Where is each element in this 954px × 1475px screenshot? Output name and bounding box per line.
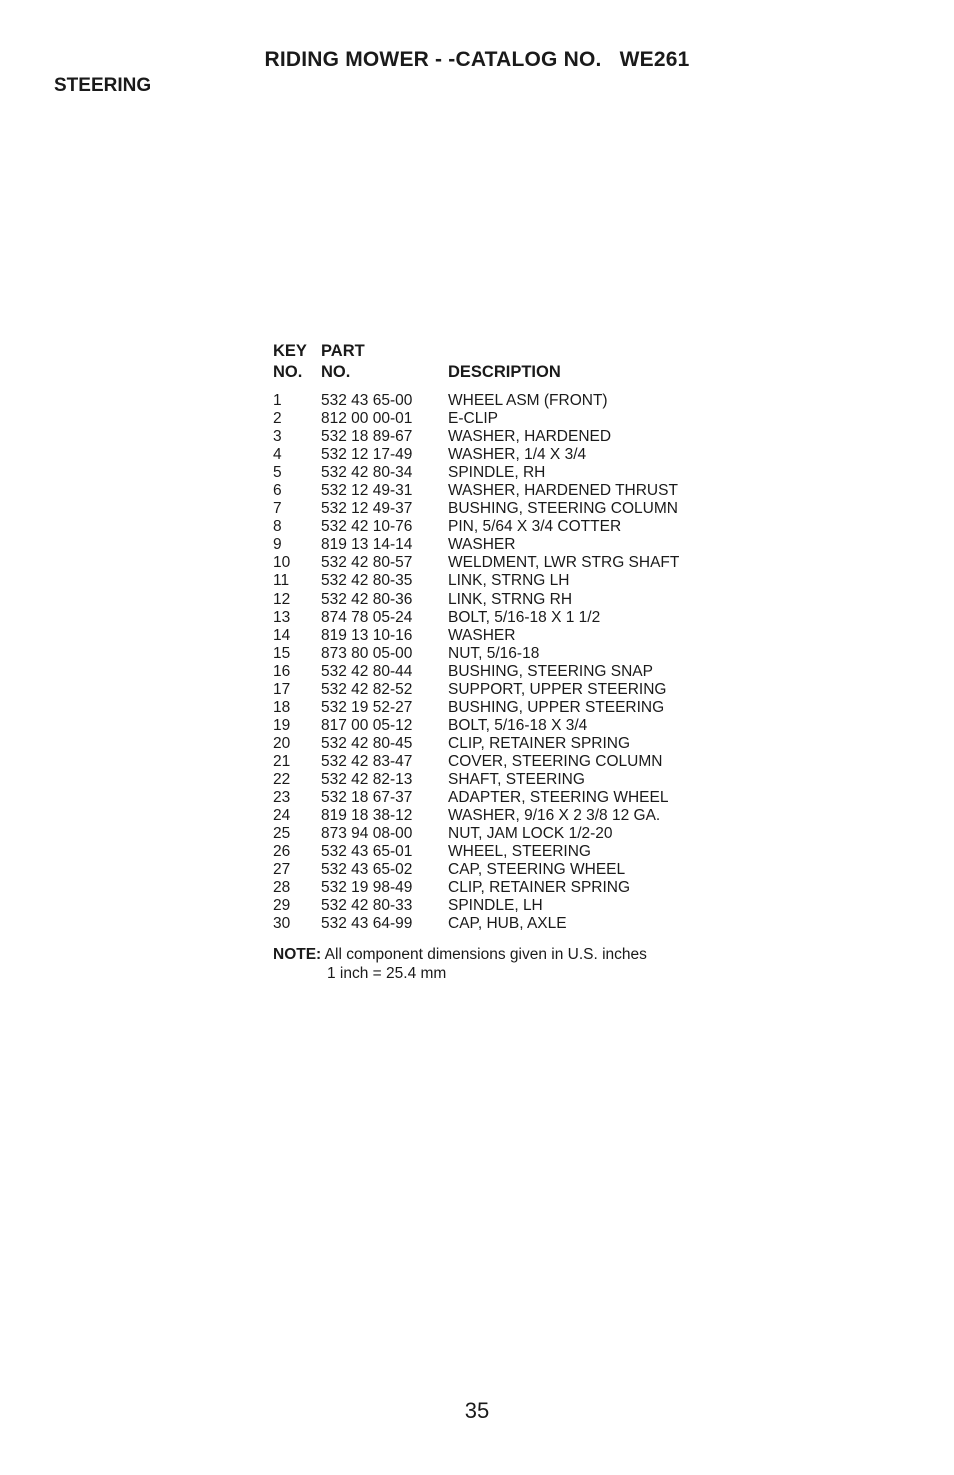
key-no-cell: 20 [273, 734, 291, 752]
key-no-cell: 1 [273, 392, 282, 409]
part-header-line1: PART [321, 342, 365, 360]
description-cell: WHEEL, STEERING [448, 843, 591, 861]
part-no-cell: 532 42 80-35 [321, 572, 413, 590]
part-no-cell: 819 18 38-12 [321, 807, 413, 825]
key-no-cell: 21 [273, 752, 291, 770]
table-row [273, 392, 743, 410]
table-row [273, 699, 743, 717]
part-no-cell: 532 18 67-37 [321, 789, 413, 807]
key-header-line1: KEY [273, 342, 307, 360]
key-no-cell: 13 [273, 608, 291, 626]
description-cell: WASHER, 9/16 X 2 3/8 12 GA. [448, 807, 661, 825]
key-no-cell: 14 [273, 626, 291, 644]
section-heading: STEERING [54, 75, 152, 96]
part-no-cell: 532 43 64-99 [321, 915, 413, 933]
table-row [273, 572, 743, 590]
description-header: DESCRIPTION [448, 363, 561, 381]
table-row [273, 663, 743, 681]
part-no-cell: 873 80 05-00 [321, 644, 413, 662]
part-header-line2: NO. [321, 363, 351, 381]
description-cell: NUT, 5/16-18 [448, 644, 540, 662]
part-no-cell: 532 43 65-02 [321, 861, 413, 879]
key-no-cell: 25 [273, 825, 291, 843]
parts-list-rows [273, 392, 743, 933]
key-no-cell: 22 [273, 770, 291, 788]
description-cell: CAP, HUB, AXLE [448, 915, 567, 933]
table-row [273, 897, 743, 915]
table-row [273, 410, 743, 428]
part-no-cell: 532 42 80-57 [321, 554, 413, 572]
table-row [273, 627, 743, 645]
table-row [273, 681, 743, 699]
description-cell: WASHER, 1/4 X 3/4 [448, 446, 587, 464]
note-text: All component dimensions given in U.S. inches [321, 946, 647, 963]
table-row [273, 464, 743, 482]
table-row [273, 861, 743, 879]
key-no-cell: 26 [273, 843, 291, 861]
key-no-cell: 7 [273, 500, 282, 518]
part-no-cell: 532 18 89-67 [321, 428, 413, 446]
description-cell: SUPPORT, UPPER STEERING [448, 680, 667, 698]
page-number: 35 [464, 1398, 490, 1423]
description-cell: LINK, STRNG LH [448, 572, 570, 590]
key-no-cell: 28 [273, 879, 291, 897]
part-no-cell: 532 42 80-34 [321, 464, 413, 482]
description-cell: NUT, JAM LOCK 1/2-20 [448, 825, 613, 843]
key-no-cell: 11 [273, 572, 290, 590]
key-no-cell: 8 [273, 518, 282, 536]
table-row [273, 825, 743, 843]
description-cell: LINK, STRNG RH [448, 590, 573, 608]
table-row [273, 536, 743, 554]
part-no-cell: 812 00 00-01 [321, 410, 413, 428]
table-row [273, 753, 743, 771]
key-no-cell: 19 [273, 716, 291, 734]
description-cell: SPINDLE, RH [448, 464, 546, 482]
part-no-cell: 819 13 14-14 [321, 536, 413, 554]
description-cell: BOLT, 5/16-18 X 1 1/2 [448, 608, 601, 626]
table-row [273, 789, 743, 807]
table-row [273, 428, 743, 446]
part-no-cell: 532 42 80-45 [321, 734, 413, 752]
part-no-cell: 532 12 17-49 [321, 446, 413, 464]
key-no-cell: 4 [273, 446, 282, 464]
table-row [273, 609, 743, 627]
note-conversion: 1 inch = 25.4 mm [327, 964, 447, 982]
key-no-cell: 30 [273, 915, 291, 933]
table-row [273, 554, 743, 572]
part-no-cell: 532 42 80-44 [321, 662, 413, 680]
description-cell: PIN, 5/64 X 3/4 COTTER [448, 518, 622, 536]
table-row [273, 482, 743, 500]
table-row [273, 500, 743, 518]
key-no-cell: 17 [273, 680, 291, 698]
part-no-cell: 873 94 08-00 [321, 825, 413, 843]
part-no-cell: 532 12 49-37 [321, 500, 413, 518]
description-cell: WASHER, HARDENED THRUST [448, 482, 678, 500]
key-no-cell: 15 [273, 644, 291, 662]
description-cell: ADAPTER, STEERING WHEEL [448, 789, 669, 807]
key-no-cell: 23 [273, 789, 291, 807]
table-row [273, 771, 743, 789]
key-no-cell: 10 [273, 554, 291, 572]
description-cell: CLIP, RETAINER SPRING [448, 879, 631, 897]
part-no-cell: 532 42 83-47 [321, 752, 413, 770]
part-no-cell: 817 00 05-12 [321, 716, 413, 734]
table-row [273, 915, 743, 933]
table-row [273, 735, 743, 753]
key-no-cell: 27 [273, 861, 291, 879]
note-label: NOTE: [273, 946, 322, 963]
table-row [273, 717, 743, 735]
key-no-cell: 3 [273, 428, 282, 446]
part-no-cell: 532 19 52-27 [321, 698, 413, 716]
description-cell: BUSHING, STEERING COLUMN [448, 500, 678, 518]
key-no-cell: 16 [273, 662, 291, 680]
description-cell: BUSHING, STEERING SNAP [448, 662, 653, 680]
key-no-cell: 9 [273, 536, 282, 554]
description-cell: WHEEL ASM (FRONT) [448, 392, 608, 409]
description-cell: CLIP, RETAINER SPRING [448, 734, 631, 752]
table-row [273, 645, 743, 663]
part-no-cell: 874 78 05-24 [321, 608, 413, 626]
description-cell: WASHER, HARDENED [448, 428, 612, 446]
description-cell: BUSHING, UPPER STEERING [448, 698, 665, 716]
key-no-cell: 29 [273, 897, 291, 915]
table-row [273, 843, 743, 861]
key-no-cell: 2 [273, 410, 282, 428]
part-no-cell: 532 12 49-31 [321, 482, 413, 500]
description-cell: CAP, STEERING WHEEL [448, 861, 626, 879]
part-no-cell: 532 19 98-49 [321, 879, 413, 897]
part-no-cell: 819 13 10-16 [321, 626, 413, 644]
table-row [273, 518, 743, 536]
key-no-cell: 24 [273, 807, 291, 825]
description-cell: WASHER [448, 626, 516, 644]
description-cell: WASHER [448, 536, 516, 554]
key-no-cell: 6 [273, 482, 282, 500]
parts-list [273, 341, 743, 933]
description-cell: SHAFT, STEERING [448, 770, 585, 788]
table-row [273, 446, 743, 464]
key-header-line2: NO. [273, 363, 303, 381]
parts-list-header [273, 341, 743, 389]
part-no-cell: 532 43 65-01 [321, 843, 413, 861]
table-row [273, 591, 743, 609]
key-no-cell: 5 [273, 464, 282, 482]
part-no-cell: 532 42 80-36 [321, 590, 413, 608]
page-title: RIDING MOWER - -CATALOG NO. WE261 [264, 48, 690, 71]
part-no-cell: 532 42 10-76 [321, 518, 413, 536]
key-no-cell: 12 [273, 590, 291, 608]
key-no-cell: 18 [273, 698, 291, 716]
table-row [273, 879, 743, 897]
part-no-cell: 532 42 82-52 [321, 680, 413, 698]
note [273, 946, 647, 983]
table-row [273, 807, 743, 825]
description-cell: SPINDLE, LH [448, 897, 543, 915]
part-no-cell: 532 42 82-13 [321, 770, 413, 788]
description-cell: COVER, STEERING COLUMN [448, 752, 663, 770]
description-cell: BOLT, 5/16-18 X 3/4 [448, 716, 588, 734]
description-cell: WELDMENT, LWR STRG SHAFT [448, 554, 680, 572]
part-no-cell: 532 42 80-33 [321, 897, 413, 915]
description-cell: E-CLIP [448, 410, 498, 428]
part-no-cell: 532 43 65-00 [321, 392, 413, 409]
